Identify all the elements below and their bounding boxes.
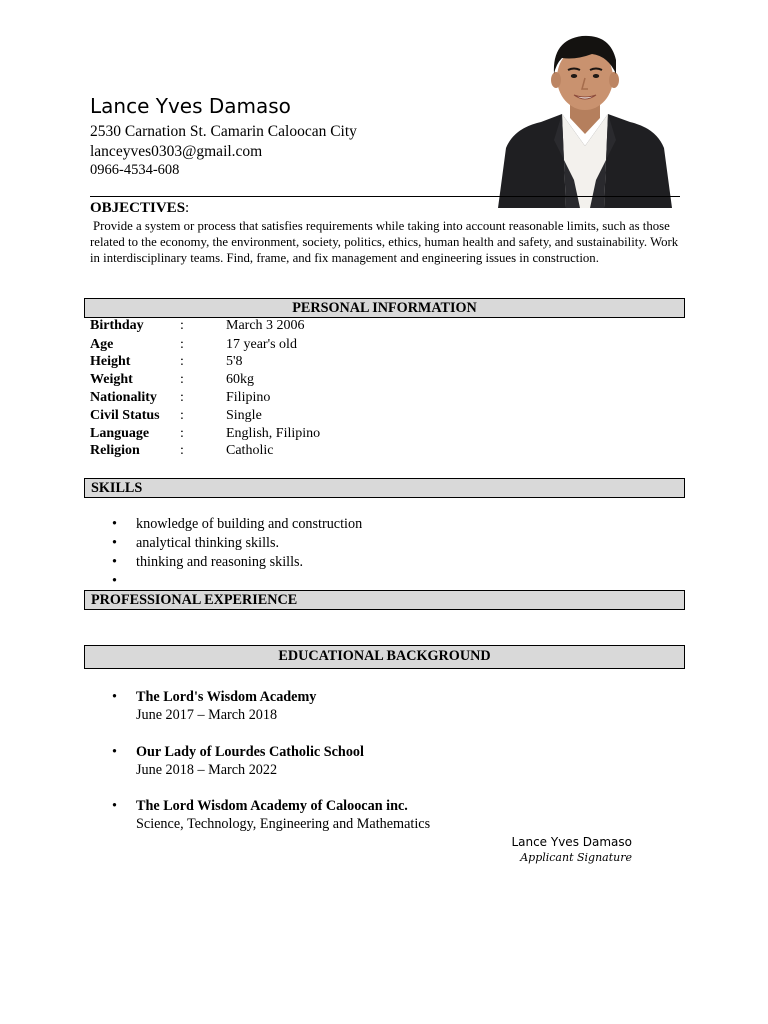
info-separator: :	[180, 426, 184, 441]
bullet-icon: •	[112, 798, 117, 814]
school-detail: June 2018 – March 2022	[136, 762, 278, 778]
objectives-title: OBJECTIVES	[90, 200, 186, 216]
objectives-colon: :	[185, 200, 190, 216]
bullet-icon: •	[112, 744, 117, 760]
info-label: Religion	[90, 443, 140, 458]
section-personal-information	[84, 298, 685, 318]
info-label: Birthday	[90, 318, 144, 333]
info-row-height	[90, 353, 490, 371]
info-separator: :	[180, 337, 184, 352]
info-value: 60kg	[226, 372, 254, 387]
school-detail: June 2017 – March 2018	[136, 707, 278, 723]
school-detail: Science, Technology, Engineering and Mathematics	[136, 816, 431, 832]
info-row-age	[90, 336, 490, 354]
bullet-icon: •	[112, 573, 117, 589]
section-professional-experience	[84, 590, 685, 610]
info-label: Height	[90, 354, 131, 369]
school-name: Our Lady of Lourdes Catholic School	[136, 744, 364, 760]
info-separator: :	[180, 408, 184, 423]
info-label: Language	[90, 426, 150, 441]
info-row-nationality	[90, 389, 490, 407]
objectives-heading	[90, 200, 189, 216]
info-value: March 3 2006	[226, 318, 305, 333]
info-label: Age	[90, 337, 114, 352]
info-label: Civil Status	[90, 408, 160, 423]
address: 2530 Carnation St. Camarin Caloocan City	[90, 123, 357, 140]
section-title: PROFESSIONAL EXPERIENCE	[91, 592, 298, 608]
section-title: SKILLS	[91, 480, 143, 496]
applicant-photo	[496, 30, 674, 208]
skill-text: knowledge of building and construction	[136, 516, 363, 532]
section-educational-background	[84, 645, 685, 669]
info-value: Filipino	[226, 390, 271, 405]
phone: 0966-4534-608	[90, 162, 180, 178]
info-value: 17 year's old	[226, 337, 297, 352]
info-label: Nationality	[90, 390, 157, 405]
info-label: Weight	[90, 372, 133, 387]
info-separator: :	[180, 390, 184, 405]
section-title: EDUCATIONAL BACKGROUND	[278, 648, 491, 664]
info-row-birthday	[90, 317, 490, 335]
bullet-icon: •	[112, 689, 117, 705]
school-name: The Lord Wisdom Academy of Caloocan inc.	[136, 798, 408, 814]
info-row-language	[90, 425, 490, 443]
header-rule	[90, 196, 680, 197]
info-value: English, Filipino	[226, 426, 321, 441]
school-name: The Lord's Wisdom Academy	[136, 689, 317, 705]
section-title: PERSONAL INFORMATION	[292, 300, 477, 316]
info-separator: :	[180, 443, 184, 458]
bullet-icon: •	[112, 535, 117, 551]
signature-label: Applicant Signature	[520, 851, 632, 864]
bullet-icon: •	[112, 516, 117, 532]
info-row-religion	[90, 442, 490, 460]
info-row-weight	[90, 371, 490, 389]
info-separator: :	[180, 354, 184, 369]
signature-name: Lance Yves Damaso	[511, 835, 632, 849]
section-skills	[84, 478, 685, 498]
skill-text: thinking and reasoning skills.	[136, 554, 304, 570]
info-separator: :	[180, 318, 184, 333]
applicant-name: Lance Yves Damaso	[90, 94, 291, 118]
email: lanceyves0303@gmail.com	[90, 143, 263, 160]
bullet-icon: •	[112, 554, 117, 570]
info-separator: :	[180, 372, 184, 387]
info-row-civil-status	[90, 407, 490, 425]
info-value: Catholic	[226, 443, 274, 458]
info-value: Single	[226, 408, 262, 423]
objectives-text: Provide a system or process that satisfies requirements while taking into account reasonable limits, such as those related to the economy, the environment, society, politics, ethics, human health and safety, and sustainability. Work in interdisciplinary teams. Find, frame, and fix management and engineering issues in construction.	[90, 219, 679, 265]
skill-text: analytical thinking skills.	[136, 535, 280, 551]
info-value: 5'8	[226, 354, 243, 369]
